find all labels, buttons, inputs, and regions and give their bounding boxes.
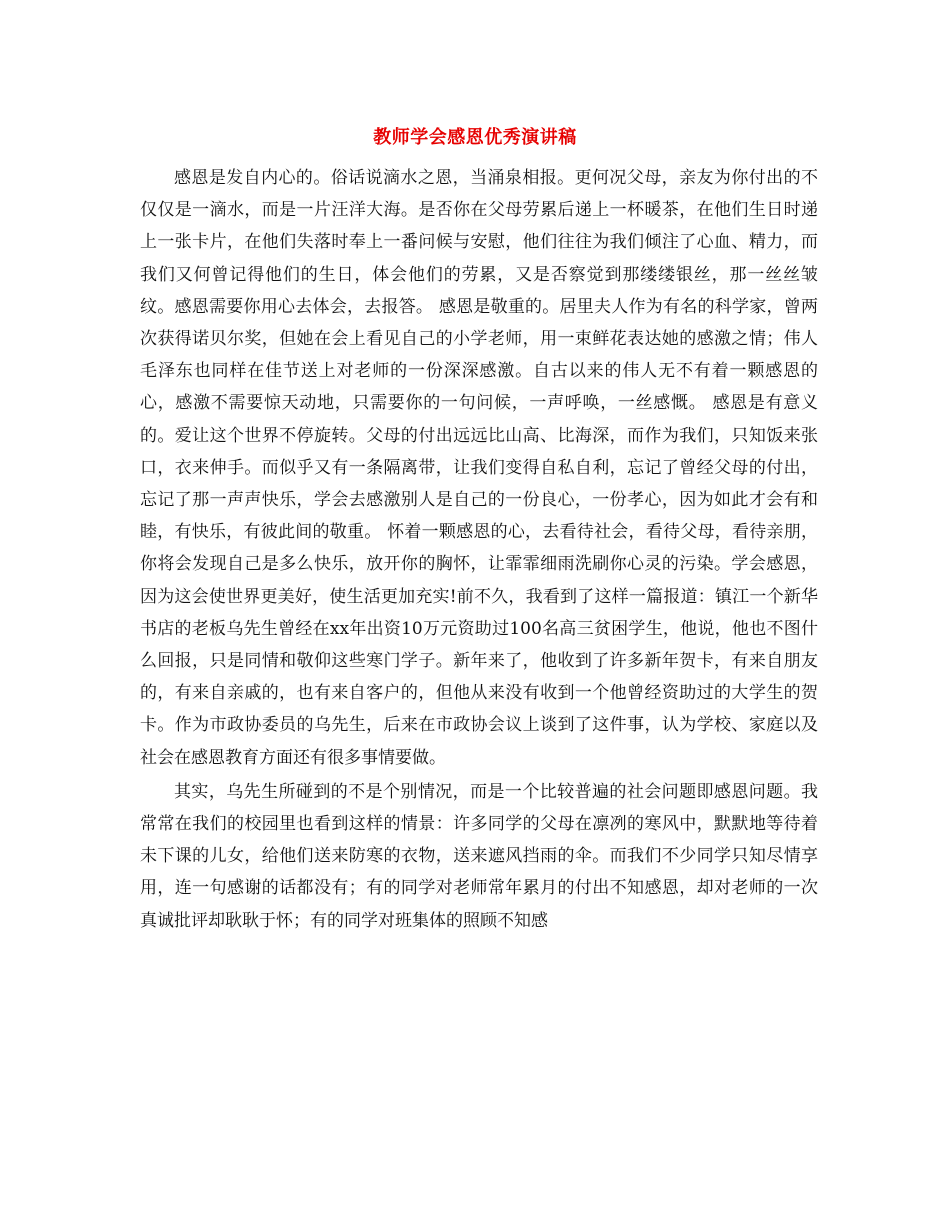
paragraph-2: 其实，乌先生所碰到的不是个别情况，而是一个比较普遍的社会问题即感恩问题。我常常在我们的校园里也看到这样的情景：许多同学的父母在凛冽的寒风中，默默地等待着未下课的儿女，给他们送来防寒的衣物，送来遮风挡雨的伞。而我们不少同学只知尽情享用，连一句感谢的话都没有；有的同学对老师常年累月的付出不知感恩，却对老师的一次真诚批评却耿耿于怀；有的同学对班集体的照顾不知感 bbox=[140, 781, 818, 931]
document-body bbox=[140, 162, 818, 937]
paragraph-1: 感恩是发自内心的。俗话说滴水之恩，当涌泉相报。更何况父母，亲友为你付出的不仅仅是一滴水，而是一片汪洋大海。是否你在父母劳累后递上一杯暖茶，在他们生日时递上一张卡片，在他们失落时奉上一番问候与安慰，他们往往为我们倾注了心血、精力，而我们又何曾记得他们的生日，体会他们的劳累，又是否察觉到那缕缕银丝，那一丝丝皱纹。感恩需要你用心去体会，去报答。 感恩是敬重的。居里夫人作为有名的科学家，曾两次获得诺贝尔奖，但她在会上看见自己的小学老师，用一束鲜花表达她的感激之情；伟人毛泽东也同样在佳节送上对老师的一份深深感激。自古以来的伟人无不有着一颗感恩的心，感激不需要惊天动地，只需要你的一句问候，一声呼唤，一丝感慨。 感恩是有意义的。爱让这个世界不停旋转。父母的付出远远比山高、比海深，而作为我们，只知饭来张口，衣来伸手。而似乎又有一条隔离带，让我们变得自私自利，忘记了曾经父母的付出，忘记了那一声声快乐，学会去感激别人是自己的一份良心，一份孝心，因为如此才会有和睦，有快乐，有彼此间的敬重。 怀着一颗感恩的心，去看待社会，看待父母，看待亲朋，你将会发现自己是多么快乐，放开你的胸怀，让霏霏细雨洗刷你心灵的污染。学会感恩，因为这会使世界更美好，使生活更加充实!前不久，我看到了这样一篇报道：镇江一个新华书店的老板乌先生曾经在xx年出资10万元资助过100名高三贫困学生，他说，他也不图什么回报，只是同情和敬仰这些寒门学子。新年来了，他收到了许多新年贺卡，有来自朋友的，有来自亲戚的，也有来自客户的，但他从来没有收到一个他曾经资助过的大学生的贺卡。作为市政协委员的乌先生，后来在市政协会议上谈到了这件事，认为学校、家庭以及社会在感恩教育方面还有很多事情要做。 bbox=[140, 168, 818, 768]
document-title: 教师学会感恩优秀演讲稿 bbox=[373, 127, 577, 148]
